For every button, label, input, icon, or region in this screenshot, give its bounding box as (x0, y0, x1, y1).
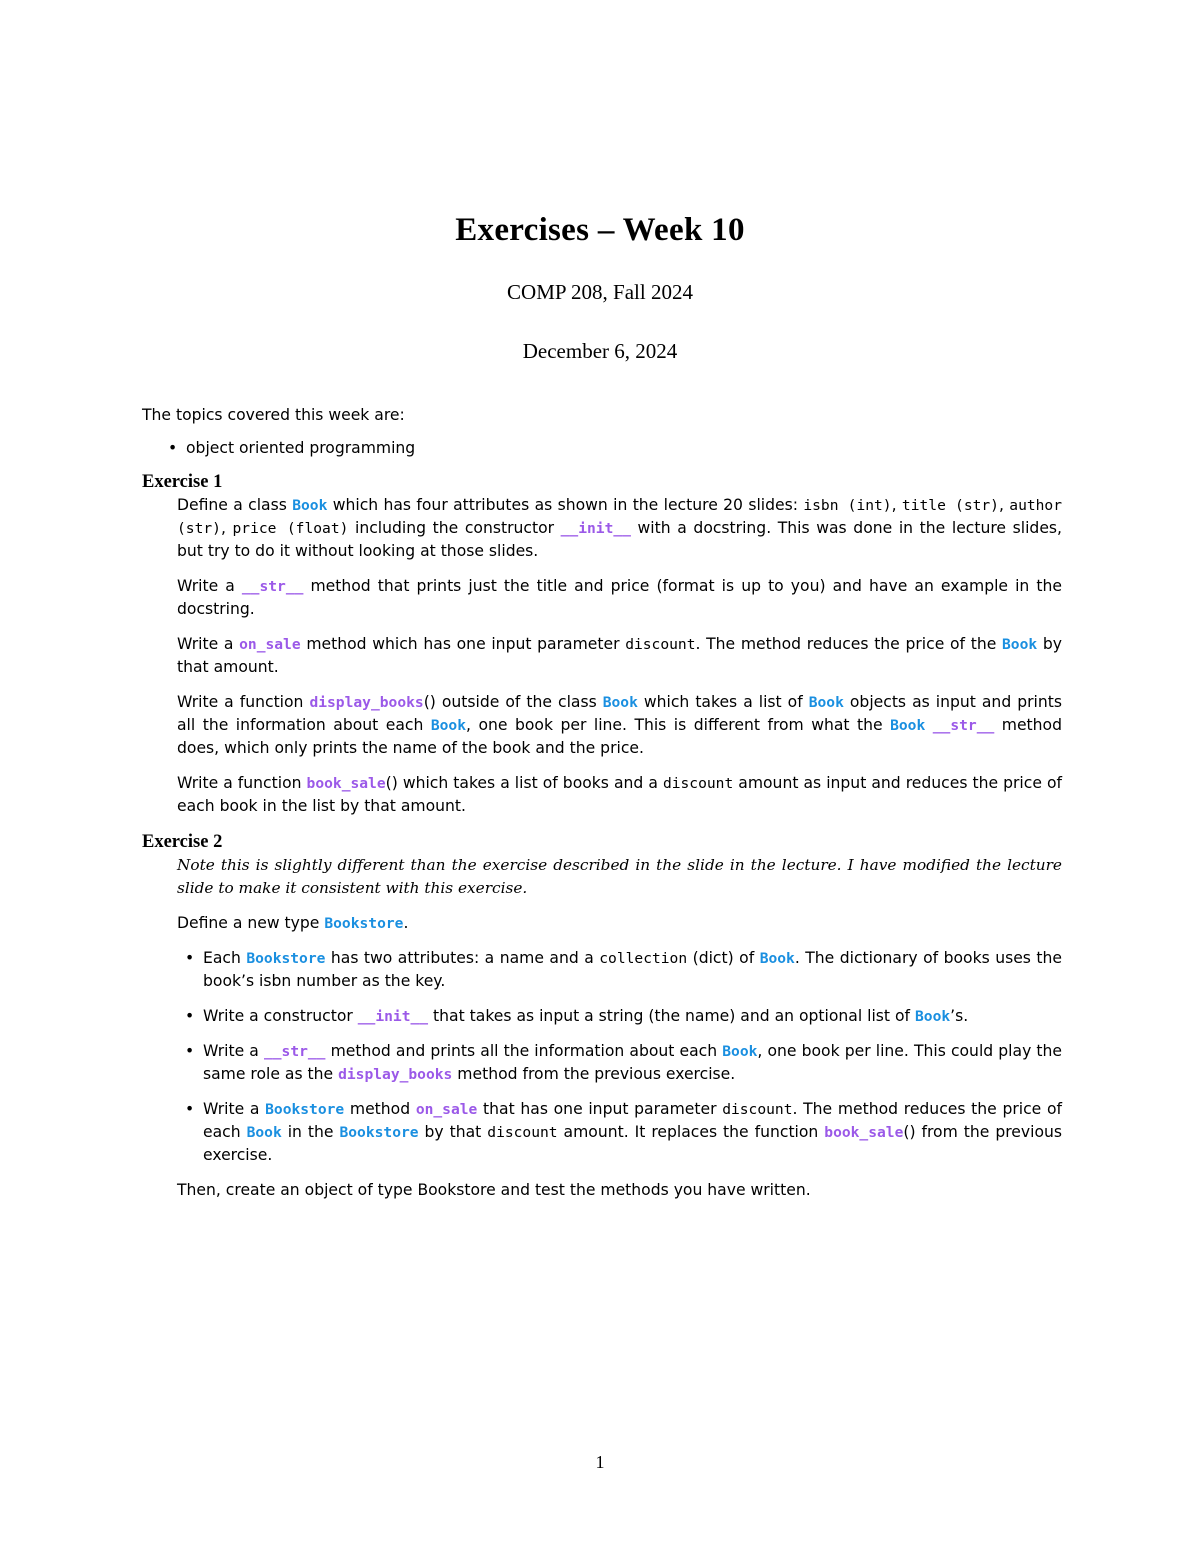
parameter-code: discount (487, 1124, 558, 1141)
class-name: Bookstore (339, 1124, 419, 1141)
text: () from the previous exercise. (203, 1123, 1062, 1164)
parameter-code: discount (722, 1101, 793, 1118)
text: , (891, 496, 902, 514)
text: Write a function (177, 693, 310, 711)
text: objects as input and prints all the information about each (177, 693, 1062, 734)
text: , (998, 496, 1010, 514)
method-name: on_sale (415, 1101, 478, 1118)
text: including the constructor (348, 519, 561, 537)
page-number: 1 (595, 1452, 605, 1472)
function-name: book_sale (824, 1124, 904, 1141)
exercise-1-paragraph-4 (177, 691, 1062, 760)
exercise-1-body (177, 494, 1062, 818)
method-name: __str__ (263, 1043, 326, 1060)
requirement-item (185, 1040, 1062, 1086)
text (925, 716, 933, 734)
attribute-code: collection (599, 950, 688, 967)
text: amount as input and reduces the price of each book in the list by that amount. (177, 774, 1062, 815)
text: . The dictionary of books uses the book’s isbn number as the key. (203, 949, 1062, 990)
course-subtitle: COMP 208, Fall 2024 (507, 280, 693, 304)
attribute-code: isbn (int) (803, 497, 892, 514)
class-name: Bookstore (324, 915, 404, 932)
text: Write a (177, 635, 240, 653)
requirement-item (185, 1098, 1062, 1167)
exercise-1-paragraph-2 (177, 575, 1062, 621)
text: has two attributes: a (325, 949, 500, 967)
text: by that (418, 1123, 488, 1141)
text: , one book per line. This is different from what the (466, 716, 891, 734)
text: Write a (203, 1100, 266, 1118)
text: method from the previous exercise. (452, 1065, 736, 1083)
exercise-1-paragraph-1 (177, 494, 1062, 563)
text: . The method reduces the price of the (695, 635, 1002, 653)
text: . The method reduces the price of each (203, 1100, 1062, 1141)
attribute-code: title (str) (901, 497, 999, 514)
class-name: Book (915, 1008, 951, 1025)
intro-text: The topics covered this week are: (142, 406, 405, 424)
text: (dict) of (687, 949, 760, 967)
document-title: Exercises – Week 10 (455, 212, 745, 248)
text: which takes a list of (637, 693, 809, 711)
exercise-2-requirements-list (185, 947, 1062, 1167)
document-date: December 6, 2024 (522, 339, 678, 363)
function-name: display_books (309, 694, 424, 711)
text: by that amount. (177, 635, 1062, 676)
method-name: on_sale (239, 636, 301, 653)
exercise-2-heading: Exercise 2 (142, 832, 223, 852)
attribute-code: author (str) (177, 497, 1062, 537)
function-name: display_books (338, 1066, 453, 1083)
text: method which has one input parameter (300, 635, 626, 653)
topic-item: • object oriented programming (168, 437, 1062, 460)
text: . (403, 914, 409, 932)
text: Write a (177, 577, 242, 595)
class-name: Book (759, 950, 795, 967)
class-name: Book (808, 694, 844, 711)
class-name: Bookstore (265, 1101, 345, 1118)
exercise-2-closing: Then, create an object of type Bookstore and test the methods you have written. (177, 1181, 811, 1199)
exercise-1-paragraph-5 (177, 772, 1062, 818)
exercise-1-paragraph-3 (177, 633, 1062, 679)
text: () which takes a list of books and a (385, 774, 663, 792)
class-name: Book (602, 694, 638, 711)
class-name: Book (722, 1043, 758, 1060)
parameter-code: discount (662, 775, 734, 792)
text: that takes as input a string (the name) and an optional list of (428, 1007, 915, 1025)
method-name: __init__ (560, 520, 631, 537)
text: and a (543, 949, 600, 967)
text: ’s. (950, 1007, 969, 1025)
class-name: Book (1002, 636, 1038, 653)
document-body (142, 404, 1062, 1214)
class-name: Bookstore (246, 950, 326, 967)
text: method (344, 1100, 416, 1118)
text: name (499, 949, 544, 967)
method-name: __str__ (241, 578, 304, 595)
text: with a docstring. This was done in the lecture slides, but try to do it without looking at those slides. (177, 519, 1062, 560)
text: Write a function (177, 774, 307, 792)
text: Write a (203, 1042, 264, 1060)
text: method that prints just the title and price (format is up to you) and have an example in the docstring. (177, 577, 1062, 618)
requirement-item (185, 1005, 1062, 1028)
text: in the (281, 1123, 340, 1141)
attribute-code: price (float) (232, 520, 349, 537)
text: Write a constructor (203, 1007, 358, 1025)
exercise-2-body (177, 854, 1062, 1202)
parameter-code: discount (625, 636, 696, 653)
text: , one book per line. This could play the same role as the (203, 1042, 1063, 1083)
requirement-item (185, 947, 1062, 993)
text: Each (203, 949, 247, 967)
exercise-2-define (177, 912, 1062, 935)
text: which has four attributes as shown in the lecture 20 slides: (327, 496, 804, 514)
class-name: Book (890, 717, 926, 734)
text: Define a new type (177, 914, 325, 932)
topics-list (168, 437, 1062, 460)
text: method and prints all the information about each (325, 1042, 723, 1060)
class-name: Book (292, 497, 328, 514)
text: method does, which only prints the name of the book and the price. (177, 716, 1062, 757)
exercise-1-heading: Exercise 1 (142, 472, 223, 492)
text: Define a class (177, 496, 293, 514)
text: amount. It replaces the function (557, 1123, 825, 1141)
text: , (220, 519, 233, 537)
text: () outside of the class (423, 693, 603, 711)
class-name: Book (246, 1124, 282, 1141)
exercise-2-note: Note this is slightly different than the exercise described in the slide in the lecture. I have modified the lecture slide to make it consistent with this exercise. (177, 856, 1062, 897)
text: that has one input parameter (477, 1100, 723, 1118)
function-name: book_sale (306, 775, 386, 792)
class-name: Book (430, 717, 467, 734)
method-name: __init__ (357, 1008, 429, 1025)
method-name: __str__ (932, 717, 995, 734)
